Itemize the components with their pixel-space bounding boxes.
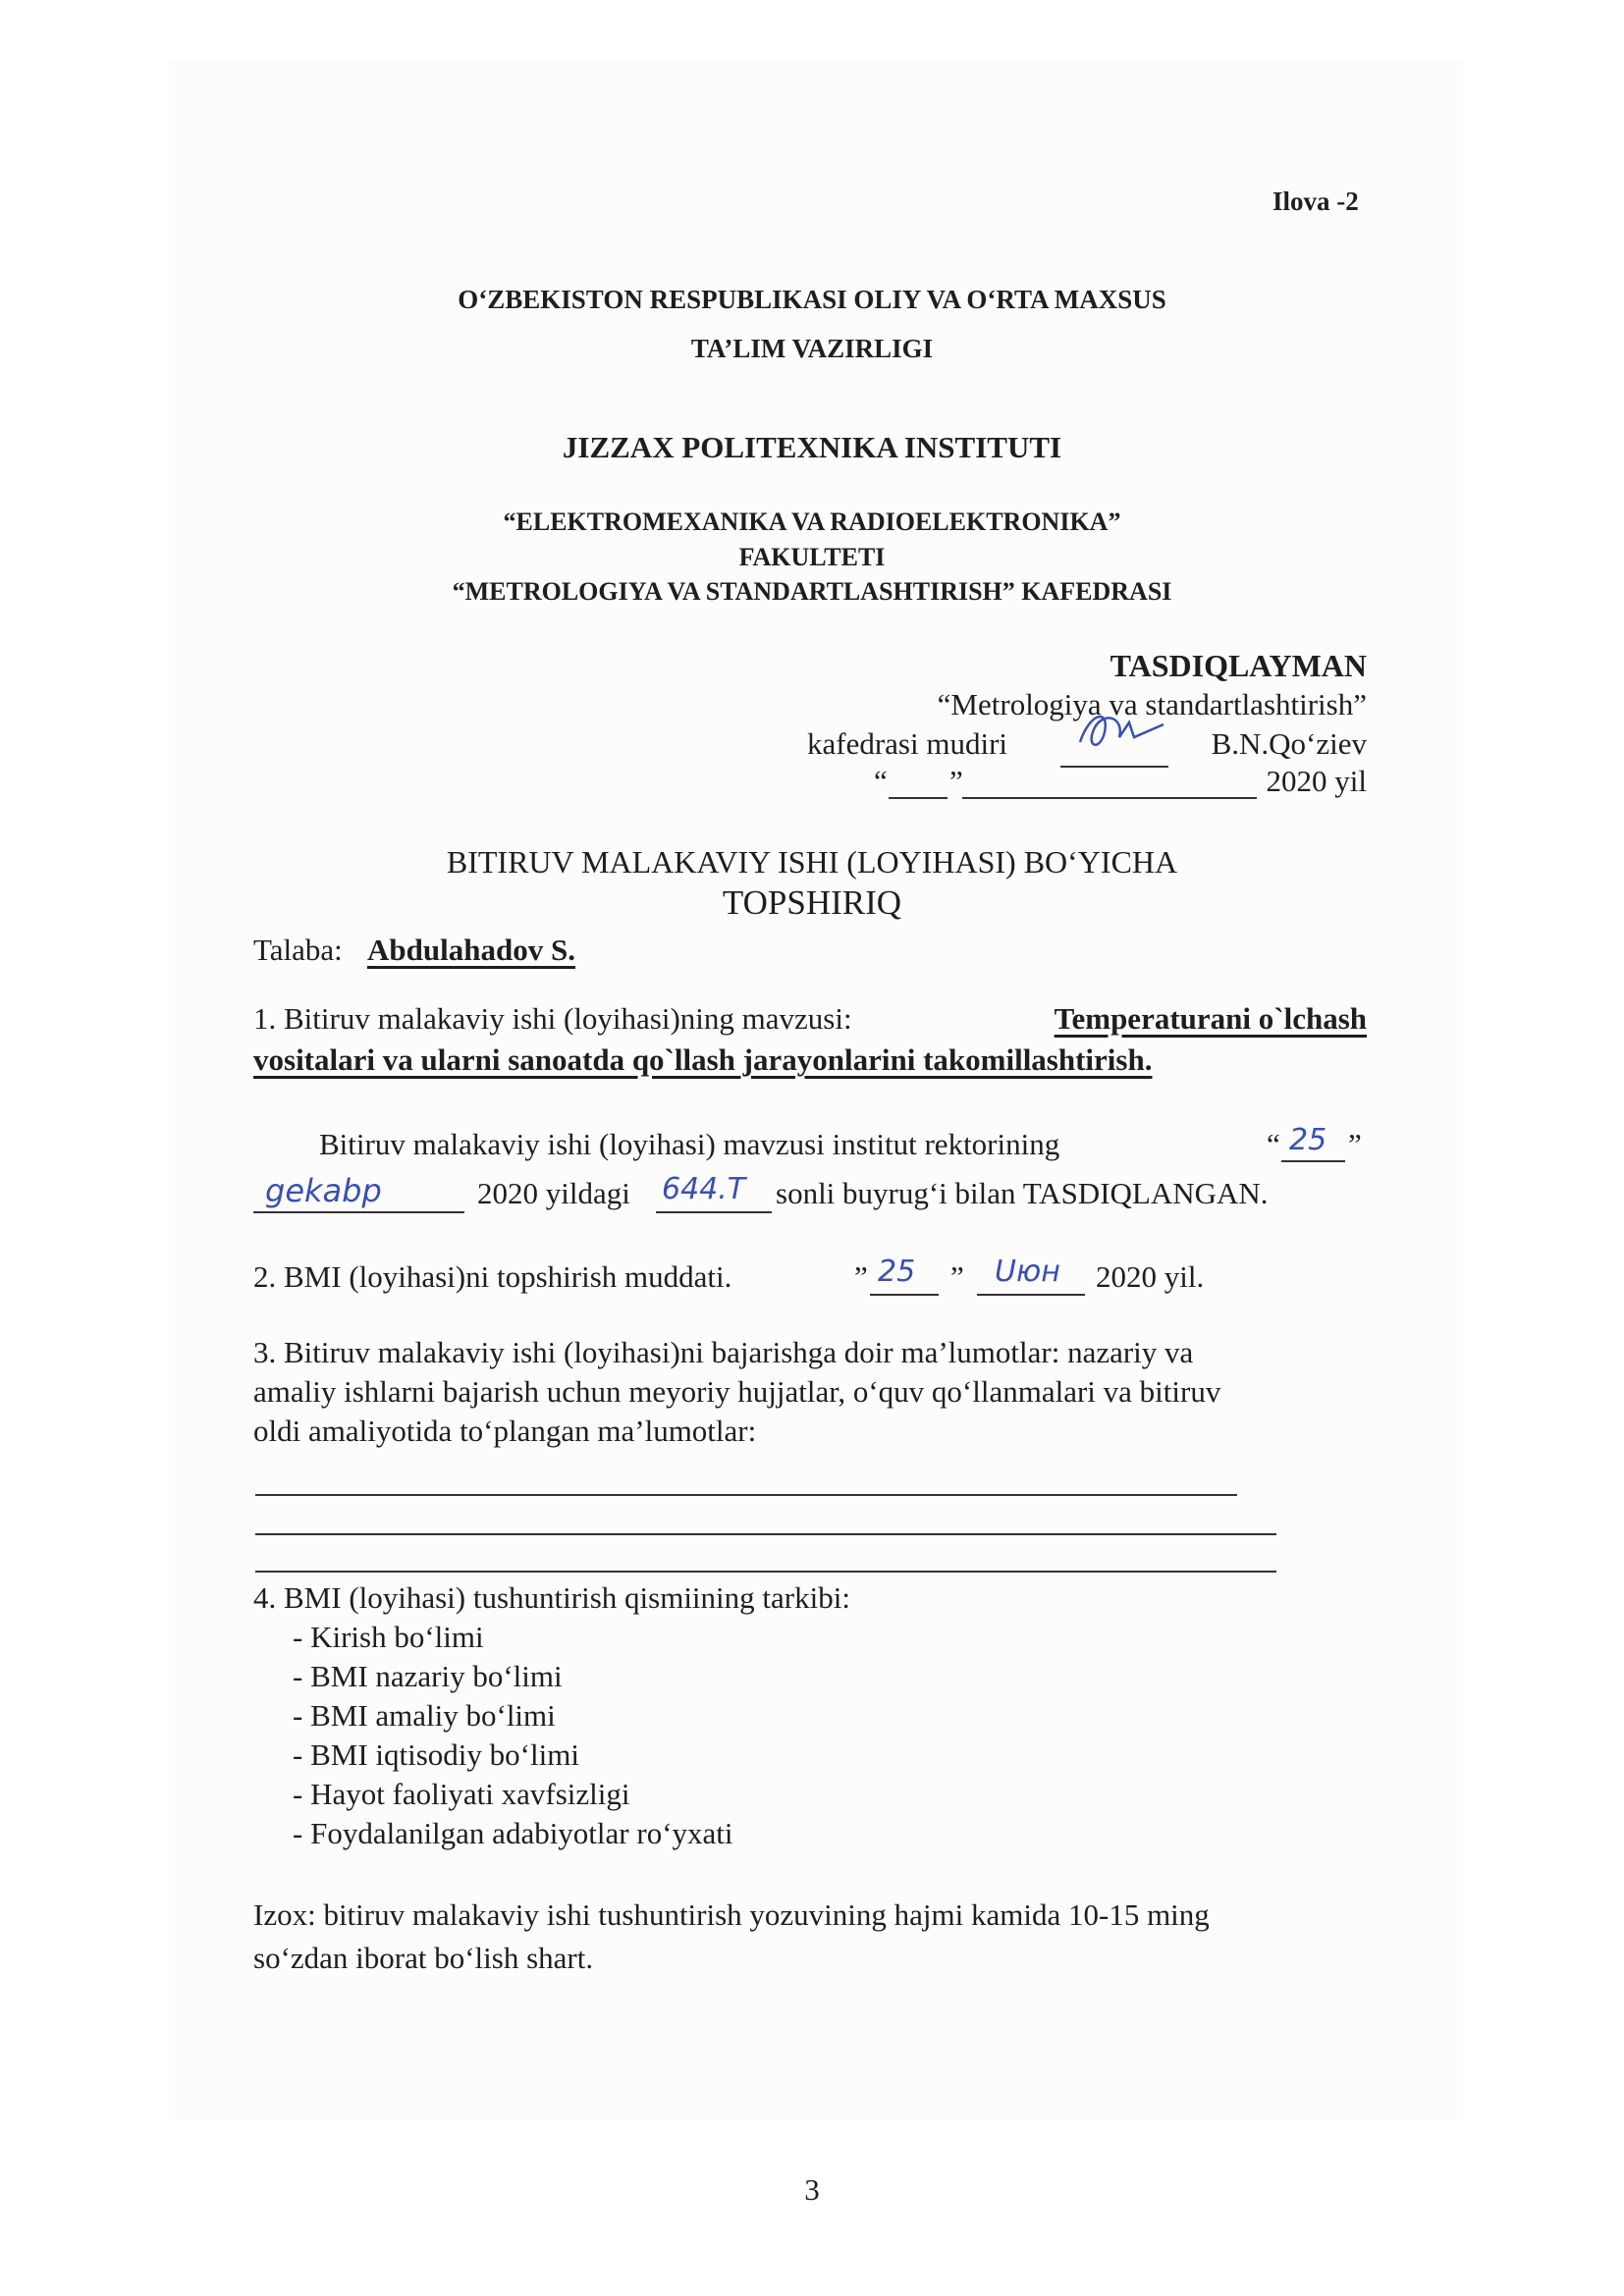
item3-line3: oldi amaliyotida to‘plangan ma’lumotlar: — [253, 1414, 757, 1448]
item2-month-blank — [977, 1255, 1085, 1296]
page-number: 3 — [804, 2172, 820, 2207]
item2-day-blank — [870, 1255, 939, 1296]
blank-line-2 — [255, 1533, 1276, 1535]
list-item: - BMI amaliy bo‘limi — [293, 1698, 556, 1733]
approval-month-blank — [962, 766, 1257, 799]
item1-prefix: 1. Bitiruv malakaviy ishi (loyihasi)ning mavzusi: — [253, 1001, 852, 1036]
item1-topic-part2: vositalari va ularni sanoatda qo`llash jarayonlarini takomillashtirish. — [253, 1042, 1153, 1077]
ministry-line2: TA’LIM VAZIRLIGI — [690, 334, 934, 363]
order-day: 25 — [1289, 1123, 1327, 1157]
signature-line — [1060, 738, 1168, 768]
order-day-blank — [1281, 1123, 1345, 1162]
item2-day-close-quote: ” — [950, 1259, 964, 1294]
item2-month: Uюн — [995, 1255, 1060, 1289]
date-close-quote: ” — [949, 764, 963, 798]
department-name: “METROLOGIYA VA STANDARTLASHTIRISH” KAFEDRASI — [452, 577, 1172, 606]
note-line1: Izox: bitiruv malakaviy ishi tushuntirish yozuvining hajmi kamida 10-15 ming — [253, 1897, 1210, 1932]
item2-text: 2. BMI (loyihasi)ni topshirish muddati. — [253, 1259, 732, 1294]
item1-topic-part1: Temperaturani o`lchash — [1054, 1001, 1367, 1036]
appendix-label: Ilova -2 — [1272, 187, 1359, 216]
title-line1: BITIRUV MALAKAVIY ISHI (LOYIHASI) BO‘YICHA — [446, 844, 1178, 880]
blank-line-1 — [255, 1494, 1237, 1496]
approval-day-blank — [889, 766, 947, 799]
order-text3: sonli buyrug‘i bilan TASDIQLANGAN. — [776, 1176, 1269, 1210]
institute-name: JIZZAX POLITEXNIKA INSTITUTI — [562, 430, 1062, 464]
blank-line-3 — [255, 1571, 1276, 1573]
date-open-quote: “ — [874, 764, 888, 798]
list-item: - Hayot faoliyati xavfsizligi — [293, 1777, 630, 1811]
order-number: 644.T — [662, 1172, 746, 1206]
faculty-line1: “ELEKTROMEXANIKA VA RADIOELEKTRONIKA” — [503, 507, 1121, 536]
item4-heading: 4. BMI (loyihasi) tushuntirish qismiining tarkibi: — [253, 1580, 850, 1615]
student-label: Talaba: — [253, 933, 343, 967]
approval-line1: “Metrologiya va standartlashtirish” — [937, 687, 1367, 721]
title-line2: TOPSHIRIQ — [722, 883, 902, 922]
order-number-blank — [656, 1172, 772, 1213]
faculty-line2: FAKULTETI — [738, 543, 886, 571]
item2-day-open-quote: ” — [854, 1259, 868, 1294]
note-line2: so‘zdan iborat bo‘lish shart. — [253, 1941, 594, 1975]
order-day-close-quote: ” — [1348, 1127, 1362, 1161]
order-month: gekabp — [265, 1172, 382, 1209]
order-text2: 2020 yildagi — [477, 1176, 630, 1210]
item2-day: 25 — [878, 1255, 916, 1289]
item3-line2: amaliy ishlarni bajarish uchun meyoriy hujjatlar, o‘quv qo‘llanmalari va bitiruv — [253, 1374, 1221, 1409]
approval-year: 2020 yil — [1266, 764, 1367, 798]
order-month-blank — [253, 1172, 464, 1213]
list-item: - Foydalanilgan adabiyotlar ro‘yxati — [293, 1816, 733, 1850]
ministry-line1: O‘ZBEKISTON RESPUBLIKASI OLIY VA O‘RTA MAXSUS — [458, 285, 1166, 314]
order-day-open-quote: “ — [1267, 1127, 1280, 1161]
list-item: - BMI iqtisodiy bo‘limi — [293, 1737, 579, 1772]
item2-year: 2020 yil. — [1096, 1259, 1205, 1294]
order-text1: Bitiruv malakaviy ishi (loyihasi) mavzusi institut rektorining — [319, 1127, 1060, 1161]
list-item: - BMI nazariy bo‘limi — [293, 1659, 563, 1693]
approval-heading: TASDIQLAYMAN — [1110, 648, 1367, 683]
list-item: - Kirish bo‘limi — [293, 1620, 484, 1654]
item3-line1: 3. Bitiruv malakaviy ishi (loyihasi)ni bajarishga doir ma’lumotlar: nazariy va — [253, 1335, 1194, 1369]
approval-role: kafedrasi mudiri — [807, 726, 1008, 761]
student-name: Abdulahadov S. — [367, 933, 575, 967]
signature-image — [1070, 703, 1178, 762]
approval-name: B.N.Qo‘ziev — [1211, 726, 1367, 761]
